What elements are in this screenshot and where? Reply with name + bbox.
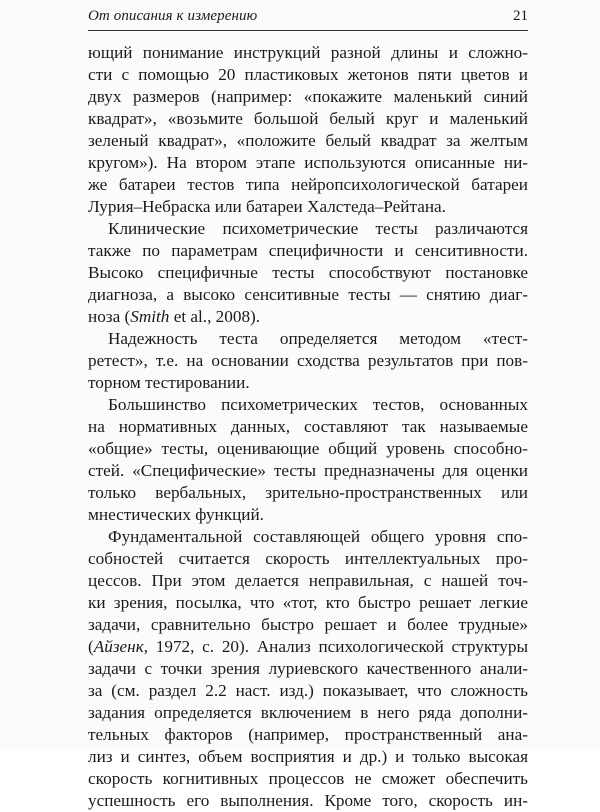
text-line: диагноза, а высоко сенситивные тесты — снятию диаг- <box>88 285 528 304</box>
text-line: ющий понимание инструкций разной длины и сложно- <box>88 43 528 62</box>
text-line: Лурия–Небраска или батареи Халстеда–Рейтана. <box>88 197 446 216</box>
text-line: квадрат», «возьмите большой белый круг и маленький <box>88 109 528 128</box>
text-line: же батареи тестов типа нейропсихологической батареи <box>88 175 528 194</box>
text-line: также по параметрам специфичности и сенситивности. <box>88 241 528 260</box>
text-line: Фундаментальной составляющей общего уровня спо- <box>108 527 528 546</box>
text-line: «общие» тесты, оценивающие общий уровень способно- <box>88 439 528 458</box>
text-line: лиз и синтез, объем восприятия и др.) и только высокая <box>88 747 528 766</box>
text-line: задания определяется включением в него ряда дополни- <box>88 703 528 722</box>
text-line-citation: ноза (Smith et al., 2008). <box>88 307 261 326</box>
text-line: скорость когнитивных процессов не сможет обеспечить <box>88 769 528 788</box>
text-line: успешность его выполнения. Кроме того, скорость ин- <box>88 791 528 810</box>
text-line: кругом»). На втором этапе используются описанные ни- <box>88 153 528 172</box>
paragraph-2 <box>88 218 528 328</box>
text-line: зеленый квадрат», «положите белый квадрат за желтым <box>88 131 528 150</box>
text-line: на нормативных данных, составляют так называемые <box>88 417 528 436</box>
text-line: собностей считается скорость интеллектуальных про- <box>88 549 528 568</box>
text-line: задачи, сравнительно быстро решает и более трудные» <box>88 615 528 634</box>
text-line: торном тестировании. <box>88 373 250 392</box>
text-line: за (см. раздел 2.2 наст. изд.) показывает, что сложность <box>88 681 528 700</box>
text-line: двух размеров (например: «покажите маленький синий <box>88 87 528 106</box>
running-title: От описания к измерению <box>88 8 258 24</box>
text-line: ки зрения, посылка, что «тот, кто быстро решает легкие <box>88 593 528 612</box>
text-line: только вербальных, зрительно-пространственных или <box>88 483 528 502</box>
running-header <box>88 6 528 31</box>
paragraph-1 <box>88 42 528 218</box>
text-line: стей. «Специфические» тесты предназначены для оценки <box>88 461 528 480</box>
text-line: Надежность теста определяется методом «тест- <box>108 329 528 348</box>
text-line: Большинство психометрических тестов, основанных <box>108 395 528 414</box>
page-number: 21 <box>513 8 528 24</box>
paragraph-5 <box>88 526 528 812</box>
text-line: Клинические психометрические тесты различаются <box>108 219 528 238</box>
text-line: задачи с точки зрения луриевского качественного анали- <box>88 659 528 678</box>
text-line: мнестических функций. <box>88 505 264 524</box>
text-line-citation: (Айзенк, 1972, с. 20). Анализ психологической структуры <box>88 637 528 656</box>
text-line: тельных факторов (например, пространственный ана- <box>88 725 528 744</box>
text-line: сти с помощью 20 пластиковых жетонов пяти цветов и <box>88 65 528 84</box>
text-line: Высоко специфичные тесты способствуют постановке <box>88 263 528 282</box>
text-line: цессов. При этом делается неправильная, с нашей точ- <box>88 571 528 590</box>
paragraph-4 <box>88 394 528 526</box>
body-text <box>88 42 528 812</box>
text-line: ретест», т.е. на основании сходства результатов при пов- <box>88 351 528 370</box>
paragraph-3 <box>88 328 528 394</box>
